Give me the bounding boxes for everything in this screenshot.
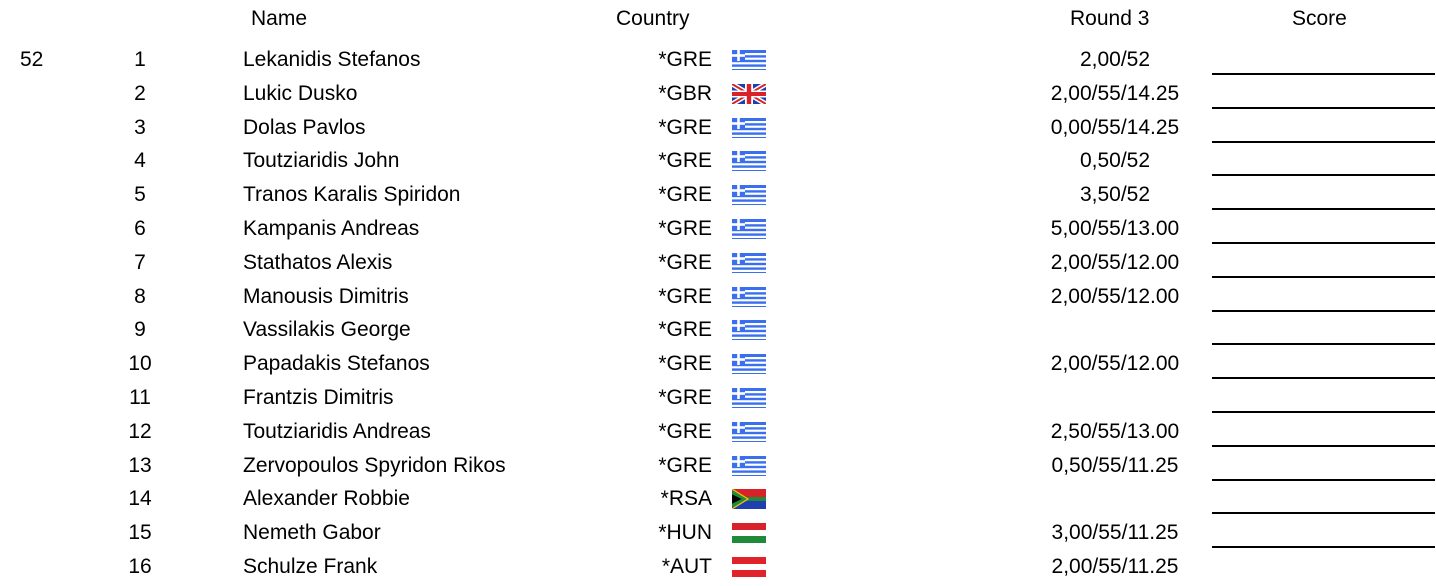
player-number: 3 (134, 115, 146, 139)
player-number: 6 (134, 217, 146, 240)
country-code: *GRE (658, 453, 712, 477)
score-entry-line[interactable] (1212, 276, 1435, 278)
score-entry-line[interactable] (1212, 107, 1435, 109)
country-code: *GRE (658, 217, 712, 240)
country-code: *GRE (658, 183, 712, 207)
table-row (0, 282, 1436, 316)
round-result: 2,00/55/12.00 (1050, 284, 1180, 308)
player-number: 1 (134, 48, 146, 71)
greece-flag-icon (732, 287, 766, 307)
score-entry-line[interactable] (1212, 174, 1435, 176)
table-row (0, 315, 1436, 349)
table-row (0, 214, 1436, 248)
player-name: Lukic Dusko (243, 81, 358, 105)
score-entry-line[interactable] (1212, 310, 1435, 312)
greece-flag-icon (732, 118, 766, 138)
player-number: 10 (128, 352, 152, 376)
country-code: *GRE (658, 149, 712, 173)
round-result: 2,00/55/12.00 (1050, 352, 1180, 376)
player-name: Toutziaridis Andreas (243, 419, 431, 443)
country-code: *GRE (658, 352, 712, 376)
group-number: 52 (20, 48, 44, 71)
country-code: *GRE (658, 250, 712, 274)
player-number: 15 (128, 521, 152, 545)
player-number: 14 (128, 487, 152, 511)
score-entry-line[interactable] (1212, 512, 1435, 514)
greece-flag-icon (732, 50, 766, 70)
round-result: 0,00/55/14.25 (1050, 115, 1180, 139)
country-code: *GRE (658, 115, 712, 139)
table-row (0, 248, 1436, 282)
player-number: 7 (134, 250, 146, 274)
table-row (0, 484, 1436, 518)
table-row (0, 518, 1436, 552)
player-name: Tranos Karalis Spiridon (243, 183, 461, 207)
player-name: Alexander Robbie (243, 487, 410, 511)
round-result: 2,00/55/12.00 (1050, 250, 1180, 274)
country-code: *HUN (658, 521, 712, 545)
greece-flag-icon (732, 422, 766, 442)
uk-flag-icon (732, 84, 766, 104)
greece-flag-icon (732, 320, 766, 340)
table-row (0, 383, 1436, 417)
score-entry-line[interactable] (1212, 343, 1435, 345)
greece-flag-icon (732, 185, 766, 205)
country-code: *GRE (658, 419, 712, 443)
round-result: 2,50/55/13.00 (1050, 419, 1180, 443)
score-entry-line[interactable] (1212, 141, 1435, 143)
player-name: Papadakis Stefanos (243, 352, 430, 376)
player-number: 5 (134, 183, 146, 207)
table-row (0, 451, 1436, 485)
score-entry-line[interactable] (1212, 411, 1435, 413)
player-number: 8 (134, 284, 146, 308)
score-entry-line[interactable] (1212, 73, 1435, 75)
score-entry-line[interactable] (1212, 479, 1435, 481)
player-name: Frantzis Dimitris (243, 386, 394, 409)
greece-flag-icon (732, 253, 766, 273)
player-name: Stathatos Alexis (243, 250, 393, 274)
country-code: *GRE (658, 48, 712, 71)
round-result: 0,50/55/11.25 (1051, 453, 1179, 477)
round-result: 2,00/55/11.25 (1051, 555, 1179, 578)
player-number: 12 (128, 419, 152, 443)
table-row (0, 552, 1436, 586)
player-name: Dolas Pavlos (243, 115, 366, 139)
country-code: *AUT (661, 555, 712, 578)
table-row (0, 45, 1436, 79)
table-row (0, 79, 1436, 113)
south-africa-flag-icon (732, 489, 766, 509)
table-row (0, 180, 1436, 214)
player-number: 2 (134, 81, 146, 105)
round-result: 2,00/52 (1079, 48, 1151, 71)
player-name: Lekanidis Stefanos (243, 48, 421, 71)
score-entry-line[interactable] (1212, 377, 1435, 379)
round-result: 3,00/55/11.25 (1051, 521, 1179, 545)
greece-flag-icon (732, 151, 766, 171)
table-row (0, 417, 1436, 451)
greece-flag-icon (732, 354, 766, 374)
table-row (0, 113, 1436, 147)
player-number: 16 (128, 555, 152, 578)
score-entry-line[interactable] (1212, 208, 1435, 210)
header-name: Name (251, 7, 308, 30)
header-score: Score (1292, 7, 1347, 30)
country-code: *GRE (658, 386, 712, 409)
player-name: Zervopoulos Spyridon Rikos (243, 453, 506, 477)
player-number: 4 (134, 149, 146, 173)
score-entry-line[interactable] (1212, 546, 1435, 548)
greece-flag-icon (732, 219, 766, 239)
country-code: *GRE (658, 284, 712, 308)
table-row (0, 349, 1436, 383)
greece-flag-icon (732, 388, 766, 408)
player-name: Nemeth Gabor (243, 521, 381, 545)
country-code: *GRE (658, 318, 712, 342)
header-round: Round 3 (1070, 7, 1150, 30)
player-name: Schulze Frank (243, 555, 378, 578)
player-name: Toutziaridis John (243, 149, 400, 173)
player-number: 11 (129, 386, 151, 409)
score-entry-line[interactable] (1212, 242, 1435, 244)
score-entry-line[interactable] (1212, 445, 1435, 447)
austria-flag-icon (732, 557, 766, 577)
country-code: *RSA (660, 487, 712, 511)
round-result: 0,50/52 (1079, 149, 1151, 173)
header-country: Country (616, 7, 690, 30)
round-result: 2,00/55/14.25 (1050, 81, 1180, 105)
country-code: *GBR (658, 81, 712, 105)
player-name: Vassilakis George (243, 318, 411, 342)
table-row (0, 146, 1436, 180)
round-result: 5,00/55/13.00 (1050, 217, 1180, 240)
hungary-flag-icon (732, 523, 766, 543)
greece-flag-icon (732, 456, 766, 476)
player-name: Manousis Dimitris (243, 284, 409, 308)
round-result: 3,50/52 (1079, 183, 1151, 207)
player-number: 13 (128, 453, 152, 477)
player-name: Kampanis Andreas (243, 217, 420, 240)
player-number: 9 (134, 318, 146, 342)
